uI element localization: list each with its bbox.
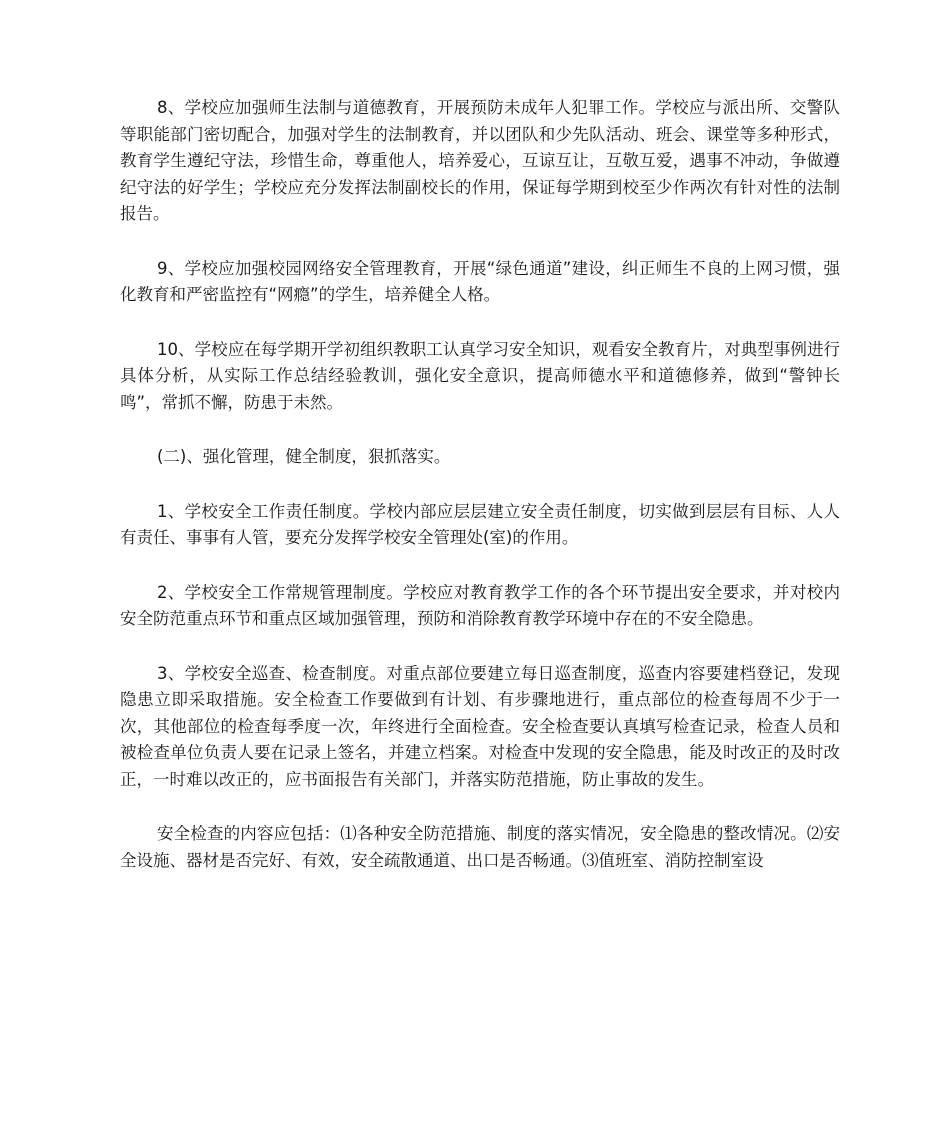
paragraph-item-9: 9、学校应加强校园网络安全管理教育，开展“绿色通道”建设，纠正师生不良的上网习惯，强化教育和严密监控有“网瘾”的学生，培养健全人格。 <box>120 258 840 304</box>
section-heading: (二)、强化管理，健全制度，狠抓落实。 <box>157 447 451 466</box>
paragraph-rule-3: 3、学校安全巡查、检查制度。对重点部位要建立每日巡查制度，巡查内容要建档登记，发现隐患立即采取措施。安全检查工作要做到有计划、有步骤地进行，重点部位的检查每周不少于一次，其他部位的检查每季度一次，年终进行全面检查。安全检查要认真填写检查记录，检查人员和被检查单位负责人要在记录上签名，并建立档案。对检查中发现的安全隐患，能及时改正的及时改正，一时难以改正的，应书面报告有关部门，并落实防范措施，防止事故的发生。 <box>120 663 840 789</box>
paragraph-item-8: 8、学校应加强师生法制与道德教育，开展预防未成年人犯罪工作。学校应与派出所、交警队等职能部门密切配合，加强对学生的法制教育，并以团队和少先队活动、班会、课堂等多种形式，教育学生遵纪守法，珍惜生命，尊重他人，培养爱心，互谅互让，互敬互爱，遇事不冲动，争做遵纪守法的好学生；学校应充分发挥法制副校长的作用，保证每学期到校至少作两次有针对性的法制报告。 <box>120 98 840 223</box>
paragraph-rule-1: 1、学校安全工作责任制度。学校内部应层层建立安全责任制度，切实做到层层有目标、人人有责任、事事有人管，要充分发挥学校安全管理处(室)的作用。 <box>120 501 840 547</box>
paragraph-item-10: 10、学校应在每学期开学初组织教职工认真学习安全知识，观看安全教育片，对典型事例进行具体分析，从实际工作总结经验教训，强化安全意识，提高师德水平和道德修养，做到“警钟长鸣”，常抓不懈，防患于未然。 <box>120 339 840 412</box>
paragraph-rule-2: 2、学校安全工作常规管理制度。学校应对教育教学工作的各个环节提出安全要求，并对校内安全防范重点环节和重点区域加强管理，预防和消除教育教学环境中存在的不安全隐患。 <box>120 582 840 628</box>
document-page <box>120 95 840 902</box>
paragraph-inspection-content: 安全检查的内容应包括：⑴各种安全防范措施、制度的落实情况，安全隐患的整改情况。⑵安全设施、器材是否完好、有效，安全疏散通道、出口是否畅通。⑶值班室、消防控制室设 <box>120 824 840 870</box>
